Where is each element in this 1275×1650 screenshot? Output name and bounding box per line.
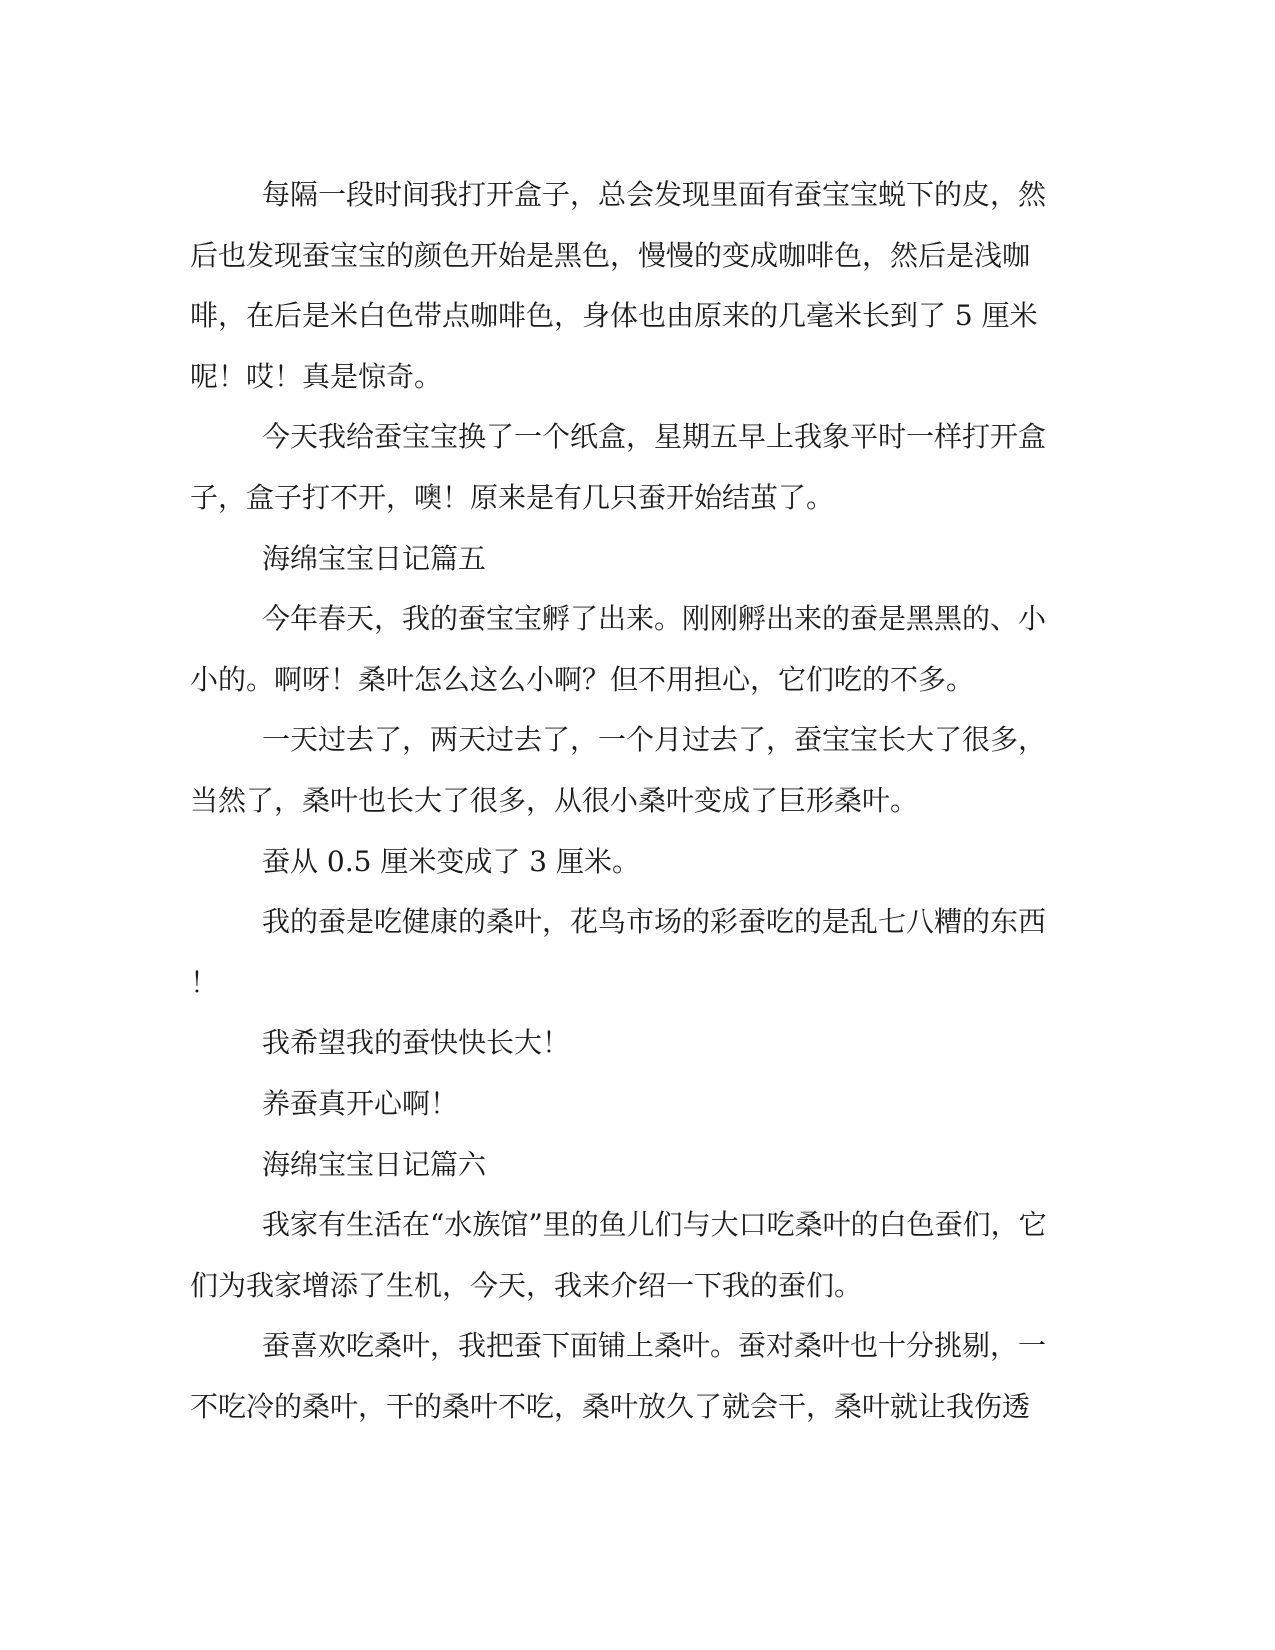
paragraph	[190, 1195, 1090, 1316]
text-line: 蚕从 0.5 厘米变成了 3 厘米。	[262, 844, 640, 878]
text-line: 我希望我的蚕快快长大！	[262, 1026, 571, 1060]
text-line: 呢！哎！真是惊奇。	[190, 359, 443, 393]
text-line: 啡，在后是米白色带点咖啡色，身体也由原来的几毫米长到了 5 厘米	[190, 299, 1038, 333]
paragraph	[190, 1316, 1090, 1437]
text-line: 子，盒子打不开，噢！原来是有几只蚕开始结茧了。	[190, 480, 835, 514]
paragraph	[190, 407, 1090, 528]
paragraph	[190, 1074, 1090, 1135]
paragraph	[190, 1013, 1090, 1074]
text-line: 蚕喜欢吃桑叶，我把蚕下面铺上桑叶。蚕对桑叶也十分挑剔，一	[262, 1329, 1047, 1363]
text-line: 们为我家增添了生机，今天，我来介绍一下我的蚕们。	[190, 1268, 863, 1302]
text-line: 一天过去了，两天过去了，一个月过去了，蚕宝宝长大了很多，	[262, 723, 1047, 757]
paragraph	[190, 589, 1090, 710]
document-body	[190, 165, 1090, 1437]
text-line: 我的蚕是吃健康的桑叶，花鸟市场的彩蚕吃的是乱七八糟的东西	[262, 905, 1047, 939]
text-line: 我家有生活在“水族馆”里的鱼儿们与大口吃桑叶的白色蚕们，它	[262, 1208, 1047, 1242]
text-line: 养蚕真开心啊！	[262, 1086, 459, 1120]
text-line: 小的。啊呀！桑叶怎么这么小啊？但不用担心，它们吃的不多。	[190, 662, 975, 696]
text-line: 不吃冷的桑叶，干的桑叶不吃，桑叶放久了就会干，桑叶就让我伤透	[190, 1389, 1031, 1423]
paragraph	[190, 832, 1090, 893]
text-line: 今天我给蚕宝宝换了一个纸盒，星期五早上我象平时一样打开盒	[262, 420, 1047, 454]
paragraph	[190, 892, 1090, 1013]
text-line: ！	[190, 965, 219, 999]
text-line: 今年春天，我的蚕宝宝孵了出来。刚刚孵出来的蚕是黑黑的、小	[262, 602, 1047, 636]
section-heading	[190, 529, 1090, 590]
paragraph	[190, 165, 1090, 407]
text-line: 每隔一段时间我打开盒子，总会发现里面有蚕宝宝蜕下的皮，然	[262, 178, 1047, 211]
paragraph	[190, 710, 1090, 831]
text-line: 当然了，桑叶也长大了很多，从很小桑叶变成了巨形桑叶。	[190, 783, 919, 817]
text-line: 后也发现蚕宝宝的颜色开始是黑色，慢慢的变成咖啡色，然后是浅咖	[190, 238, 1031, 272]
heading-text: 海绵宝宝日记篇五	[262, 541, 487, 575]
heading-text: 海绵宝宝日记篇六	[262, 1147, 487, 1181]
section-heading	[190, 1135, 1090, 1196]
